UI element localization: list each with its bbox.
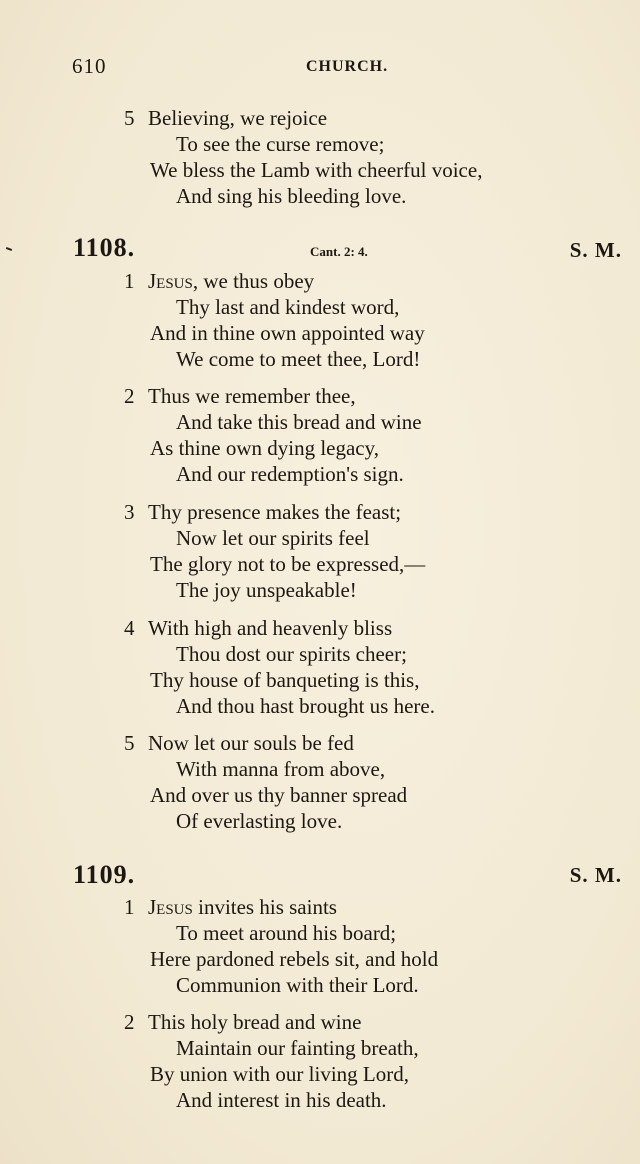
stanza-line: With manna from above, [176, 757, 386, 781]
stanza-line: Here pardoned rebels sit, and hold [150, 947, 439, 971]
stanza-line: To see the curse remove; [176, 132, 385, 156]
stanza-number: 2 [124, 1010, 135, 1034]
stanza-line: 1 Jesus invites his saints [124, 895, 337, 919]
stanza-line: 2 This holy bread and wine [124, 1010, 362, 1034]
stanza-number: 1 [124, 269, 135, 293]
stanza-line: By union with our living Lord, [150, 1062, 409, 1086]
stanza-line: Communion with their Lord. [176, 973, 419, 997]
stanza-number: 3 [124, 500, 135, 524]
stanza-line: Thy house of banqueting is this, [150, 668, 420, 692]
stanza-line: And over us thy banner spread [150, 783, 408, 807]
stanza-line: 4 With high and heavenly bliss [124, 616, 393, 640]
stanza-line: As thine own dying legacy, [150, 436, 380, 460]
margin-mark [6, 247, 12, 251]
stanza-number: 5 [124, 731, 135, 755]
stanza-line: 1 Jesus, we thus obey [124, 269, 315, 293]
stanza-line: We bless the Lamb with cheerful voice, [150, 158, 483, 182]
page-number: 610 [72, 54, 107, 78]
stanza-line: And sing his bleeding love. [176, 184, 407, 208]
stanza-line: And in thine own appointed way [150, 321, 425, 345]
hymn-number: 1109. [73, 860, 136, 889]
stanza-line: And our redemption's sign. [176, 462, 404, 486]
stanza-line: Of everlasting love. [176, 809, 343, 833]
small-caps-word: Jesus, [148, 269, 199, 293]
meter-label: S. M. [569, 863, 622, 887]
stanza-line: The joy unspeakable! [176, 578, 357, 602]
stanza-number: 5 [124, 106, 135, 130]
stanza-number: 1 [124, 895, 135, 919]
stanza-line: And interest in his death. [176, 1088, 387, 1112]
stanza-line: Thy last and kindest word, [176, 295, 400, 319]
stanza-line: 2 Thus we remember thee, [124, 384, 356, 408]
stanza-line: 3 Thy presence makes the feast; [124, 500, 402, 524]
stanza-line: We come to meet thee, Lord! [176, 347, 421, 371]
stanza-line: And thou hast brought us here. [176, 694, 435, 718]
stanza-line: 5 Believing, we rejoice [124, 106, 328, 130]
small-caps-word: Jesus [148, 895, 193, 919]
stanza-line: Thou dost our spirits cheer; [176, 642, 407, 666]
hymn-number: 1108. [73, 233, 136, 262]
stanza-line: 5 Now let our souls be fed [124, 731, 354, 755]
stanza-line: Maintain our fainting breath, [176, 1036, 419, 1060]
scripture-reference: Cant. 2: 4. [310, 244, 368, 259]
stanza-line: Now let our spirits feel [176, 526, 370, 550]
stanza-number: 2 [124, 384, 135, 408]
stanza-line: To meet around his board; [176, 921, 397, 945]
stanza-number: 4 [124, 616, 135, 640]
running-head: CHURCH. [306, 58, 389, 75]
stanza-line: And take this bread and wine [176, 410, 422, 434]
stanza-line: The glory not to be expressed,— [150, 552, 426, 576]
meter-label: S. M. [569, 238, 622, 262]
